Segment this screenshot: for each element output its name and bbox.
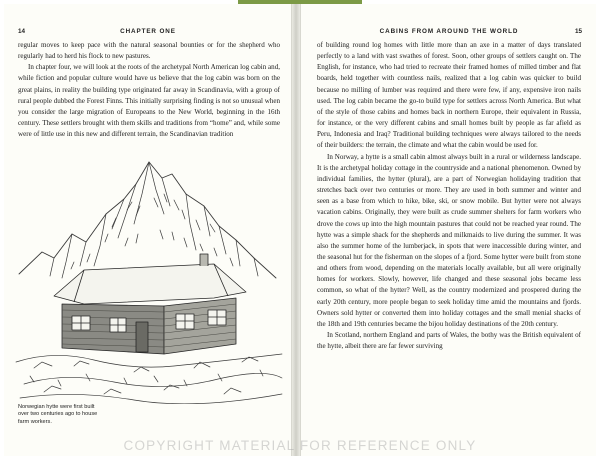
left-body-text <box>18 40 280 140</box>
copyright-watermark: COPYRIGHT MATERIAL FOR REFERENCE ONLY <box>123 438 477 453</box>
paragraph: of building round log homes with little more than an axe in a matter of days translated perfectly to a land with vast swathes of forest. Soon, other groups of settlers caught on. The English, for instance, who had tried to recreate their framed homes of milled timber and flat boards, held together with countless nails, realized that a log cabin was quicker to build because no milling of lumber was required and there were few, if any, expensive iron nails used. The log cabin became the go-to build type for settlers across North America. But what of the style of those cabins and homes back in northern Europe, their equivalent in Russia, for instance, or the very different cabins and small homes built by people as far afield as Peru, Indonesia and Iraq? Traditional building techniques were always tailored to the needs of their builders: the terrain, the climate and what the cabin would be used for. <box>317 41 581 150</box>
paragraph: In chapter four, we will look at the roots of the archetypal North American log cabin and, while fiction and popular culture would have us believe that the log cabin was born on the great plains, in reality the building type originated far away in Scandinavia, with a group of rural people dubbed the Forest Finns. This initially surprising finding is not so unusual when you consider the large migration of Europeans to the New World, beginning in the 16th century. These settlers brought with them skills and traditions from “home” and, while some were of little use in this new and different terrain, the Scandinavian tradition <box>18 63 280 139</box>
paragraph: In Norway, a hytte is a small cabin almost always built in a rural or wilderness landscape. It is the archetypal holiday cottage in the countryside and a national phenomenon. Owned by individual families, the hytter (plural), are a part of Norwegian holidaying tradition that stretches back over two centuries or more. They are used in both summer and winter and seen as a base from which to hike, bike, ski, or snow mobile. But hytter were not always vacation cabins. Originally, they were built as crude summer shelters for farm workers who drove the cows up into the high mountain pastures that could not be reached year round. The hytte was a simple shack for the shepherds and milkmaids to live during the summer. It was also the summer home of the lumberjack, in spots that were inaccessible during winter, and the seasonal hut for the fisherman on the slopes of a fjord. Some hytter were built from stone and others from wood, depending on the materials locally available, but all were originally homes for workers. Slowly, however, life changed and these seasonal jobs became less common, so what of the hytter? Well, as the country modernized and prospered during the early 20th century, more people began to seek holiday time amid the mountains and fjords. Owners sold hytter or converted them into holiday cottages and the small menial shacks of the 18th and 19th centuries became the bijou holiday destinations of the 20th century. <box>317 152 581 328</box>
paragraph: In Scotland, northern England and parts of Wales, the bothy was the British equivalent of the hytte, albeit there are far fewer surviving <box>317 331 581 351</box>
right-page <box>300 4 596 456</box>
illustration-caption: Norwegian hytte were first built over two centuries ago to house farm workers. <box>18 404 98 425</box>
right-body-text <box>317 40 581 352</box>
paragraph: regular moves to keep pace with the natural seasonal bounties or for the shepherd who regularly had to herd his flock to new pastures. <box>18 41 280 61</box>
book-gutter <box>292 4 300 456</box>
hytte-illustration <box>14 154 284 404</box>
left-page <box>4 4 292 456</box>
left-running-head: CHAPTER ONE <box>120 28 176 35</box>
right-running-head: CABINS FROM AROUND THE WORLD <box>379 28 519 35</box>
right-page-number: 15 <box>574 28 582 35</box>
left-page-number: 14 <box>18 28 26 35</box>
